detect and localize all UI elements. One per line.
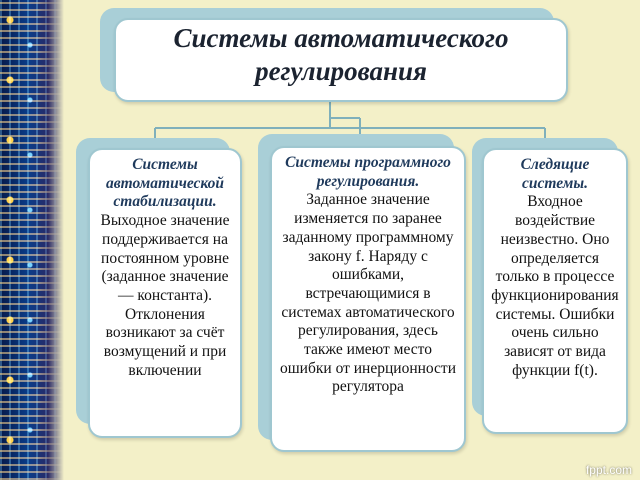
card-stabilization-text: Выходное значение поддерживается на постоянном уровне (заданное значение — константа). Отклонения возникают за счёт возмущений и при включении (100, 212, 230, 379)
card-stabilization-heading: Системы автоматической стабилизации. (105, 156, 225, 211)
card-tracking-systems-heading: Следящие системы. (520, 156, 590, 192)
card-stabilization (88, 148, 242, 438)
watermark: fppt.com (585, 463, 632, 477)
card-program-control (270, 146, 466, 452)
card-tracking-systems-text: Входное воздействие неизвестно. Оно определяется только в процессе функционирования системы. Ошибки очень сильно зависят от вида функции f(t). (491, 193, 619, 379)
card-tracking-systems (482, 148, 628, 434)
card-program-control-heading: Системы программного регулирования. (285, 154, 451, 190)
diagram-title: Системы автоматического регулирования (173, 23, 509, 86)
diagram-title-box (114, 18, 568, 102)
card-program-control-text: Заданное значение изменяется по заранее заданному программному закону f. Наряду с ошибками, встречающимися в системах автоматического регулирования, здесь также имеют место ошибки от инерционности регулятора (280, 191, 456, 396)
